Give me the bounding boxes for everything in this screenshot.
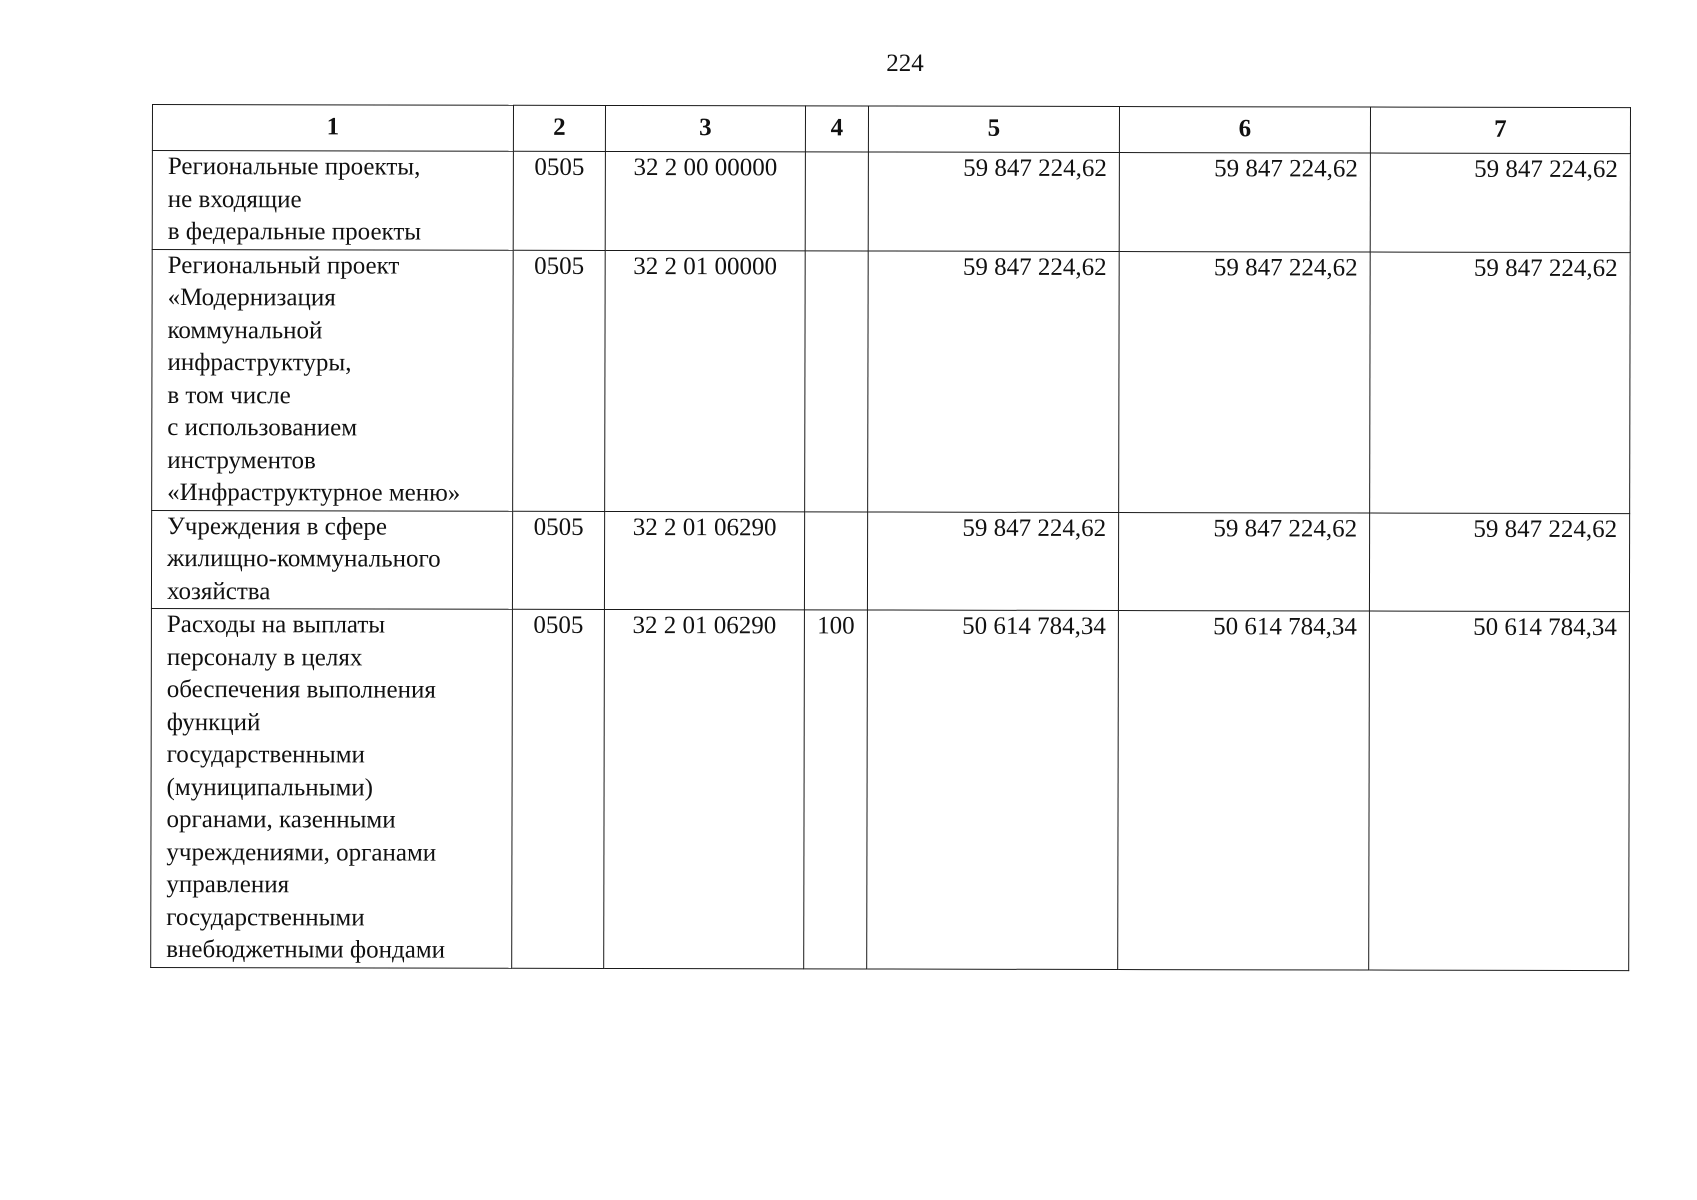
row-name-line: учреждениями, органами <box>166 838 437 867</box>
header-col-4: 4 <box>805 106 868 152</box>
amount-col-6-cell: 59 847 224,62 <box>1119 153 1370 252</box>
amount-col-6-cell: 59 847 224,62 <box>1118 512 1369 611</box>
row-name-cell <box>151 510 512 609</box>
amount-col-5-cell: 59 847 224,62 <box>868 152 1119 251</box>
header-col-6: 6 <box>1119 107 1370 154</box>
row-name-line: коммунальной <box>167 316 323 344</box>
target-code-cell: 32 2 01 06290 <box>604 609 805 968</box>
target-code-cell: 32 2 01 06290 <box>604 511 804 610</box>
target-code-cell: 32 2 01 00000 <box>605 250 806 511</box>
header-col-1: 1 <box>152 105 513 152</box>
budget-table <box>150 104 1631 971</box>
section-code-cell: 0505 <box>512 609 605 968</box>
section-code-cell: 0505 <box>513 151 605 250</box>
row-name-line: инструментов <box>167 446 316 474</box>
table-row <box>152 249 1631 513</box>
row-name-line: внебюджетными фондами <box>166 936 446 964</box>
row-name-line: органами, казенными <box>166 806 396 834</box>
expense-kind-cell <box>805 250 869 511</box>
row-name-line: обеспечения выполнения <box>166 676 436 704</box>
amount-col-7-cell: 50 614 784,34 <box>1369 611 1630 970</box>
amount-col-5-cell: 59 847 224,62 <box>868 251 1120 513</box>
amount-col-5-cell: 50 614 784,34 <box>867 610 1119 969</box>
row-name-line: управления <box>166 871 290 899</box>
row-name-line: с использованием <box>167 414 358 442</box>
table-row <box>151 608 1630 970</box>
row-name-line: инфраструктуры, <box>167 349 352 377</box>
row-name-line: «Инфраструктурное меню» <box>167 479 461 507</box>
row-name-line: функций <box>166 708 261 736</box>
amount-col-6-cell: 50 614 784,34 <box>1118 611 1370 970</box>
section-code-cell: 0505 <box>513 250 606 511</box>
header-col-7: 7 <box>1370 107 1630 154</box>
table-row <box>152 151 1630 253</box>
table-row <box>151 510 1629 612</box>
amount-col-7-cell: 59 847 224,62 <box>1370 153 1630 252</box>
amount-col-5-cell: 59 847 224,62 <box>867 511 1118 610</box>
amount-col-6-cell: 59 847 224,62 <box>1119 251 1371 513</box>
row-name-line: хозяйства <box>166 577 271 605</box>
expense-kind-cell <box>804 511 867 610</box>
page-number: 224 <box>886 50 924 77</box>
header-col-2: 2 <box>513 105 605 151</box>
section-code-cell: 0505 <box>512 511 604 610</box>
row-name-line: государственными <box>166 741 365 769</box>
row-name-line: Расходы на выплаты <box>166 611 386 639</box>
row-name-line: «Модернизация <box>167 284 336 312</box>
expense-kind-cell <box>805 152 868 251</box>
row-name-line: Региональные проекты, <box>167 153 421 181</box>
row-name-line: в федеральные проекты <box>167 218 422 246</box>
row-name-line: не входящие <box>167 185 302 213</box>
row-name-line: (муниципальными) <box>166 773 374 801</box>
header-row <box>152 105 1630 154</box>
expense-kind-cell: 100 <box>804 610 868 969</box>
row-name-cell <box>152 249 514 511</box>
amount-col-7-cell: 59 847 224,62 <box>1370 252 1631 514</box>
header-col-5: 5 <box>868 106 1119 153</box>
row-name-cell <box>151 608 513 967</box>
row-name-cell <box>152 151 513 250</box>
row-name-line: в том числе <box>167 381 291 409</box>
row-name-line: Учреждения в сфере <box>167 512 387 540</box>
target-code-cell: 32 2 00 00000 <box>605 151 805 250</box>
row-name-line: персоналу в целях <box>166 643 363 671</box>
row-name-line: Региональный проект <box>167 251 400 280</box>
row-name-line: государственными <box>166 903 365 931</box>
amount-col-7-cell: 59 847 224,62 <box>1369 513 1629 612</box>
row-name-line: жилищно-коммунального <box>167 545 441 573</box>
header-col-3: 3 <box>605 105 805 151</box>
